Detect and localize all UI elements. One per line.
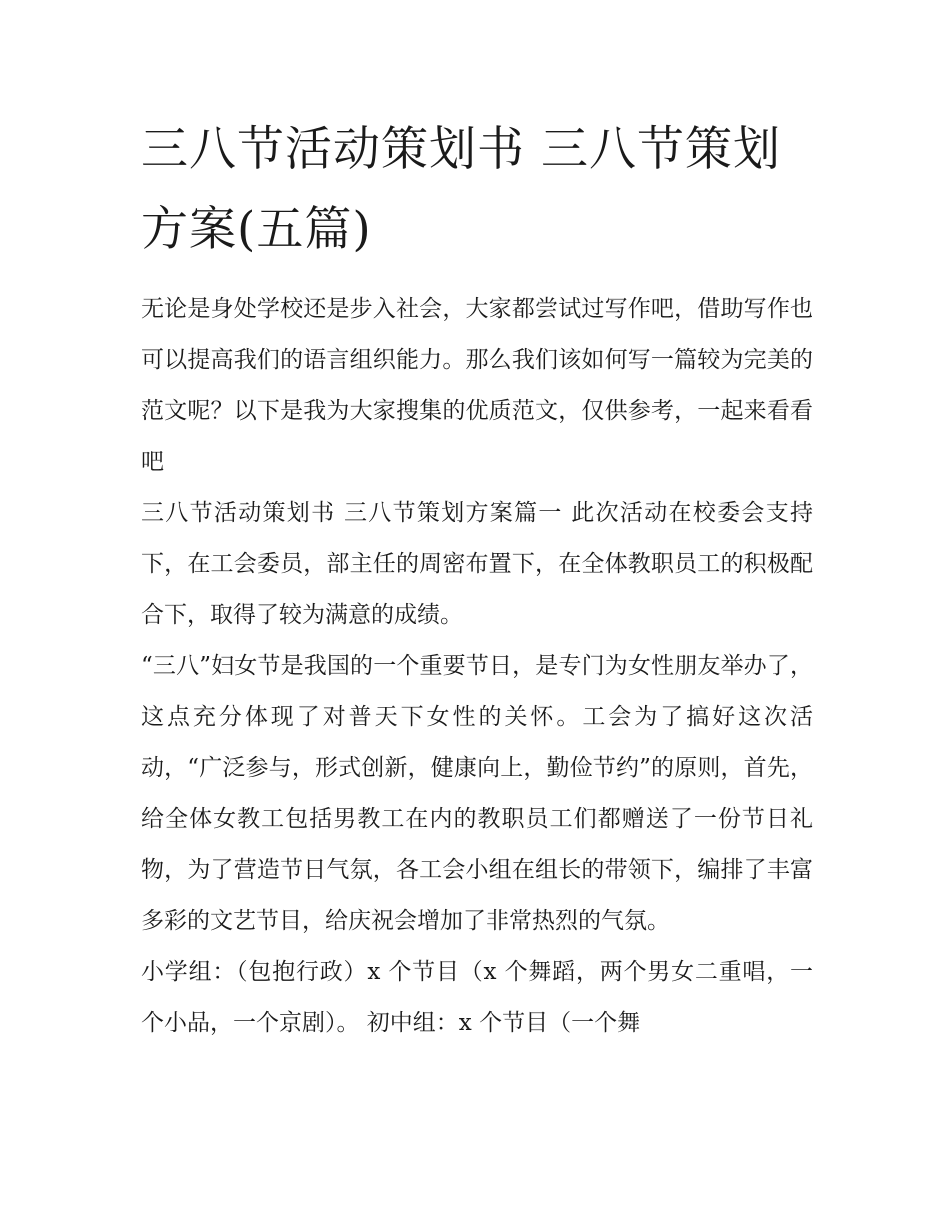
section-one-paragraph: 三八节活动策划书 三八节策划方案篇一 此次活动在校委会支持下，在工会委员，部主任的周密布置下，在全体教职员工的积极配合下，取得了较为满意的成绩。 bbox=[141, 500, 813, 628]
program-list-paragraph: 小学组：（包抱行政）x 个节目（x 个舞蹈，两个男女二重唱，一个小品，一个京剧）。 初中组：x 个节目（一个舞 bbox=[141, 959, 813, 1036]
womens-day-paragraph: “三八”妇女节是我国的一个重要节日，是专门为女性朋友举办了，这点充分体现了对普天下女性的关怀。工会为了搞好这次活动，“广泛参与，形式创新，健康向上，勤俭节约”的原则，首先，给全体女教工包括男教工在内的教职员工们都赠送了一份节日礼物，为了营造节日气氛，各工会小组在组长的带领下，编排了丰富多彩的文艺节目，给庆祝会增加了非常热烈的气氛。 bbox=[141, 653, 813, 934]
document-page bbox=[141, 110, 813, 1049]
document-title: 三八节活动策划书 三八节策划方案(五篇) bbox=[141, 122, 781, 257]
intro-paragraph: 无论是身处学校还是步入社会，大家都尝试过写作吧，借助写作也可以提高我们的语言组织能力。那么我们该如何写一篇较为完美的范文呢？以下是我为大家搜集的优质范文，仅供参考，一起来看看吧 bbox=[141, 296, 813, 475]
